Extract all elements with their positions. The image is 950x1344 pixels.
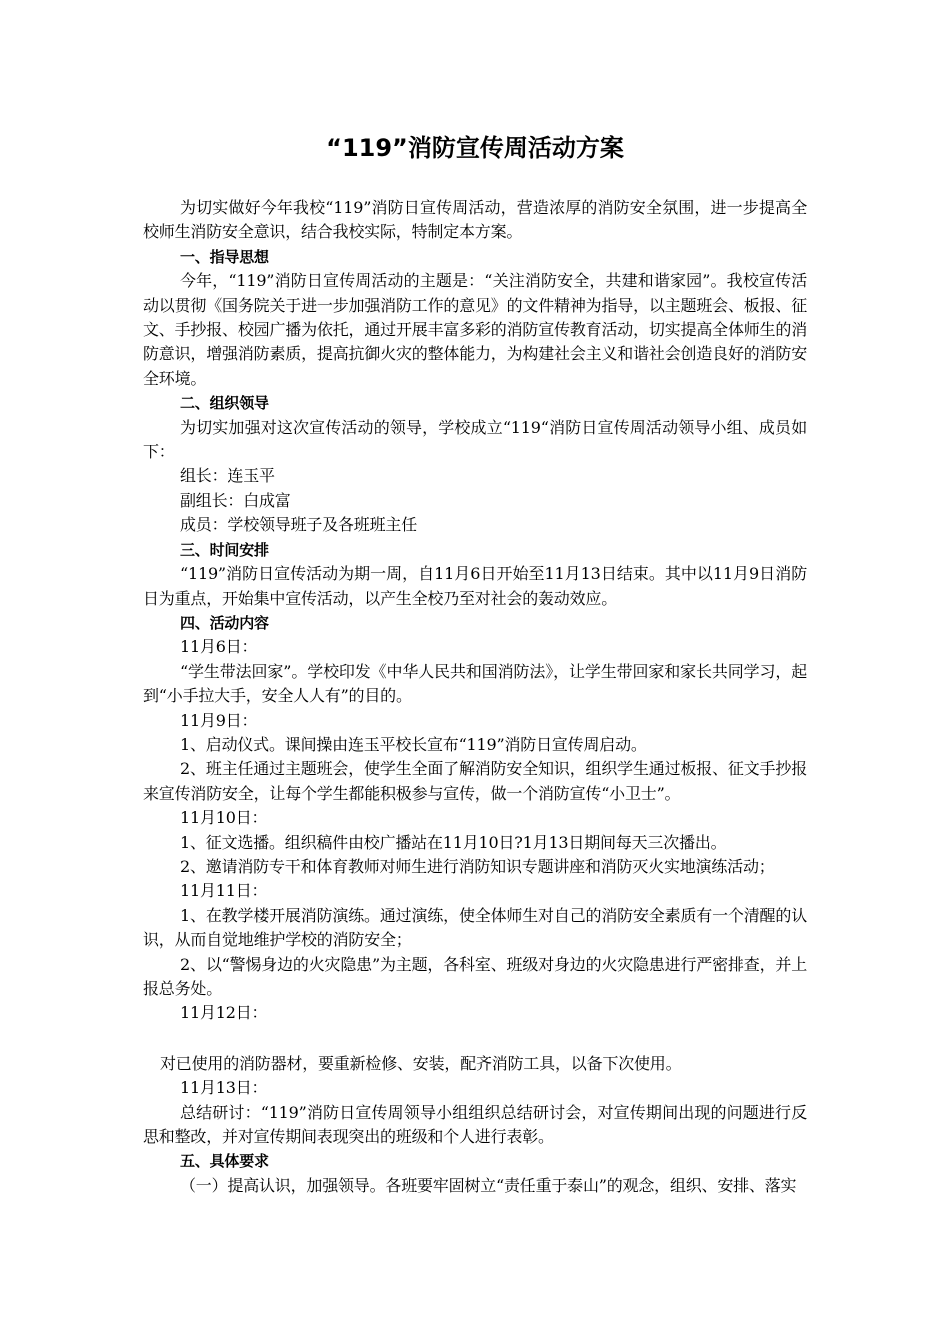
nov-10-item-1: 1、征文选播。组织稿件由校广播站在11月10日?1月13日期间每天三次播出。 [180,832,727,852]
date-nov-13: 11月13日： [180,1078,268,1098]
nov-11-item-1: 1、在教学楼开展消防演练。通过演练，使全体师生对自己的消防安全素质有一个清醒的认识，从而自觉地维护学校的消防安全； [143,905,807,950]
blank-line [143,1026,807,1052]
vice-leader-line: 副组长：白成富 [180,490,291,510]
section-heading-guiding-idea: 一、指导思想 [180,247,269,266]
document-body [143,196,807,1198]
date-nov-11: 11月11日： [180,881,268,901]
members-line: 成员：学校领导班子及各班班主任 [180,515,418,535]
intro-paragraph: 为切实做好今年我校“119”消防日宣传周活动，营造浓厚的消防安全氛围，进一步提高全校师生消防安全意识，结合我校实际，特制定本方案。 [143,198,807,242]
leader-line: 组长：连玉平 [180,466,275,486]
guiding-idea-paragraph: 今年，“119”消防日宣传周活动的主题是：“关注消防安全，共建和谐家园”。我校宣传活动以贯彻《国务院关于进一步加强消防工作的意见》的文件精神为指导，以主题班会、板报、征文、手抄报、校园广播为依托，通过开展丰富多彩的消防宣传教育活动，切实提高全体师生的消防意识，增强消防素质，提高抗御火灾的整体能力，为构建社会主义和谐社会创造良好的消防安全环境。 [143,271,807,388]
section-heading-schedule: 三、时间安排 [180,540,269,559]
date-nov-9: 11月9日： [180,710,258,730]
section-heading-requirements: 五、具体要求 [180,1152,269,1171]
date-nov-6: 11月6日： [180,637,258,657]
nov-6-paragraph: “学生带法回家”。学校印发《中华人民共和国消防法》，让学生带回家和家长共同学习，起到“小手拉大手，安全人人有”的目的。 [143,661,807,706]
document-title: “119”消防宣传周活动方案 [326,134,624,162]
section-heading-organization: 二、组织领导 [180,394,269,413]
nov-12-paragraph: 对已使用的消防器材，要重新检修、安装，配齐消防工具，以备下次使用。 [160,1053,682,1073]
nov-9-item-2: 2、班主任通过主题班会，使学生全面了解消防安全知识，组织学生通过板报、征文手抄报来宣传消防安全，让每个学生都能积极参与宣传，做一个消防宣传“小卫士”。 [143,759,807,803]
date-nov-12: 11月12日： [180,1003,268,1023]
nov-10-item-2: 2、邀请消防专干和体育教师对师生进行消防知识专题讲座和消防灭火实地演练活动； [180,856,775,876]
nov-9-item-1: 1、启动仪式。课间操由连玉平校长宣布“119”消防日宣传周启动。 [180,734,647,754]
schedule-paragraph: “119”消防日宣传活动为期一周，自11月6日开始至11月13日结束。其中以11月9日消防日为重点，开始集中宣传活动，以产生全校乃至对社会的轰动效应。 [143,564,807,608]
nov-11-item-2: 2、以“警惕身边的火灾隐患”为主题，各科室、班级对身边的火灾隐患进行严密排查，并上报总务处。 [143,954,807,998]
date-nov-10: 11月10日： [180,808,268,828]
nov-13-paragraph: 总结研讨：“119”消防日宣传周领导小组组织总结研讨会，对宣传期间出现的问题进行反思和整改，并对宣传期间表现突出的班级和个人进行表彰。 [143,1102,807,1147]
requirements-paragraph-1: （一）提高认识，加强领导。各班要牢固树立“责任重于泰山”的观念，组织、安排、落实 [180,1175,797,1195]
section-heading-activities: 四、活动内容 [180,613,269,632]
organization-paragraph: 为切实加强对这次宣传活动的领导，学校成立“119“消防日宣传周活动领导小组、成员如下： [143,417,807,462]
